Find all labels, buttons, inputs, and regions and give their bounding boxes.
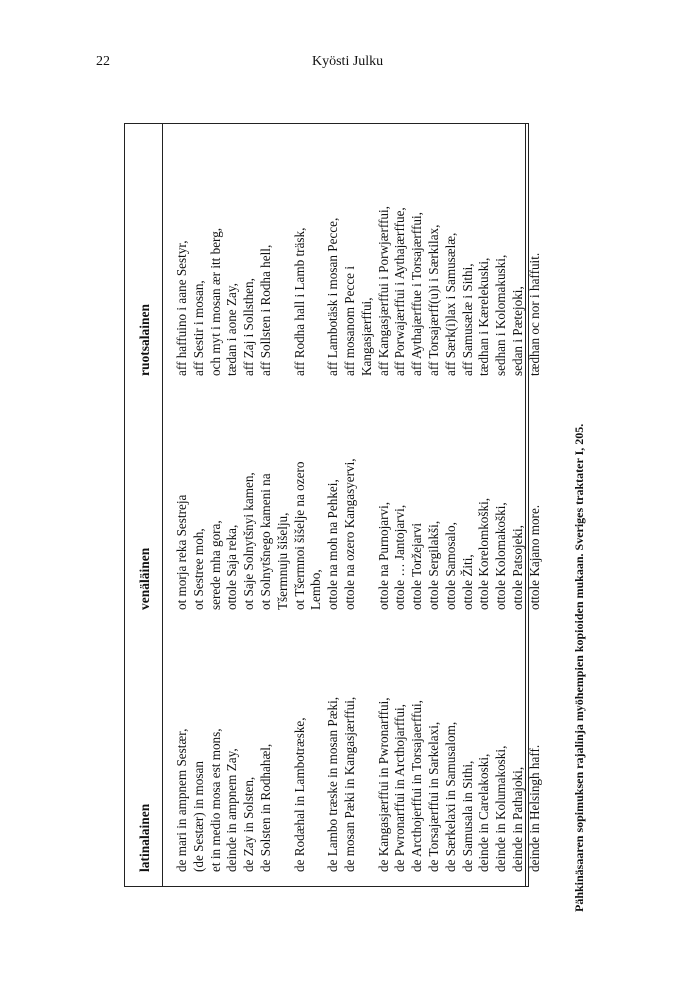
table-cell-line: Lembo, <box>308 569 324 610</box>
table-cell-line: ot morja reka Sestreja <box>174 494 189 610</box>
column-header-latin: latinalainen <box>137 803 152 872</box>
table-cell-line: ottole Patsojeki, <box>510 525 525 610</box>
table-cell-line: de Pwronarffui in Arcthojarffui, <box>392 704 408 872</box>
table-cell-line: de Zay in Solsten, <box>241 776 257 872</box>
table-cell-line: aff Zaj i Sollsthen, <box>241 278 257 376</box>
table-cell-line: ot Sestree moh, <box>190 528 206 610</box>
table-cell-line: ottole Samosalo, <box>442 522 458 610</box>
page-number: 22 <box>96 54 110 69</box>
table-cell-line: aff Aythajærffue i Torsajærffui, <box>409 212 425 376</box>
table-cell-line: aff Rodha hall i Lamb träsk, <box>291 227 307 376</box>
table-cell-line: aff Sestir i mosan, <box>190 280 206 376</box>
table-cell-line: de Lambo træske in mosan Pæki, <box>325 696 341 872</box>
table-cell-line: deinde in Carelakoski, <box>476 753 492 872</box>
table-cell-line: aff haffuino i aane Sestyr, <box>174 240 189 376</box>
table-cell-line: ottole na Purnojarvi, <box>375 501 391 610</box>
table-cell-line: (de Sestær) in mosan <box>190 761 206 872</box>
table-cell-line: aff mosanom Pecce i <box>342 266 357 376</box>
page-header <box>0 54 700 74</box>
table-cell-line: de mosan Pæki in Kangasjærffui, <box>342 696 357 872</box>
table-cell-line: de Torsajærffui in Sarkelaxi, <box>426 721 441 872</box>
table-cell-line: tædhan oc nor i haffuit. <box>526 252 542 376</box>
table-cell-line: deinde in Helsingh haff. <box>526 744 542 872</box>
table-cell-line: ottole na ozero Kangasyervi, <box>342 458 357 610</box>
table-cell-line: sedhan i Kolomakuski, <box>493 254 509 376</box>
rotated-table <box>125 124 542 886</box>
column-header-swedish: ruotsalainen <box>137 303 152 376</box>
table-cell-line: aff Særk(i)lax i Samusælæ, <box>442 232 458 376</box>
table-cell-line: de Samusala in Sithi, <box>459 760 475 872</box>
table-cell-line: de Solsten in Rodhahæl, <box>258 743 273 872</box>
table-cell-line: ottole Saja reka, <box>224 524 240 610</box>
table-cell-line: ottole … Jantojarvi, <box>392 504 408 610</box>
table-cell-line: aff Lambotäsk i mosan Pecce, <box>325 217 341 376</box>
table-cell-line: Kangasjærffui, <box>358 297 374 376</box>
table-cell-line: de Arcthojerffui in Torsajaerffui, <box>409 700 425 872</box>
table-cell-line: Tšermnuju šišelju, <box>274 512 290 610</box>
table-cell-line: deinde in Pathajoki, <box>510 766 525 872</box>
table-cell-line: ottole na moh na Pehkei, <box>325 479 341 610</box>
boundary-table-frame <box>124 123 542 887</box>
table-cell-line: de Særkelaxi in Samusalom, <box>442 721 458 872</box>
table-cell-line: de Rodæhal in Lambotræske, <box>291 717 307 872</box>
table-cell-line: de mari in ampnem Sestær, <box>174 728 189 872</box>
header-rule <box>162 124 163 886</box>
running-head-author: Kyösti Julku <box>312 54 384 69</box>
table-cell-line: sedan i Pætejoki, <box>510 286 525 376</box>
table-cell-line: ottole Korelomkoški, <box>476 497 492 610</box>
table-cell-line: ottole Kolomakoški, <box>493 502 509 610</box>
table-cell-line: deinde in Kolumakoski, <box>493 745 509 872</box>
footer-rule <box>525 124 526 886</box>
table-cell-line: tædan i aone Zay, <box>224 283 240 376</box>
table-cell-line: serede mha gora, <box>207 520 223 610</box>
table-cell-line: aff Samusælæ i Sithi, <box>459 263 475 376</box>
table-cell-line: deinde in ampnem Zay, <box>224 748 240 872</box>
table-cell-line: och myt i mosan ær itt berg, <box>207 227 223 376</box>
table-cell-line: aff Torsajærff(u)i i Særkilax, <box>426 224 441 376</box>
table-cell-line: ottole Žiti, <box>459 554 475 610</box>
table-cell-line: tædhan i Kærelekuski, <box>476 257 492 376</box>
table-cell-line: ot Solnytšnego kameni na <box>258 473 273 610</box>
caption-text: Pähkinäsaaren sopimuksen rajalinja myöhempien kopioiden mukaan. Sveriges traktater I, 205. <box>572 423 586 912</box>
table-cell-line: ot Tšermnoi šišelje na ozero <box>291 461 307 610</box>
table-cell-line: aff Kangasjærffui i Porwjærffui, <box>375 206 391 376</box>
table-cell-line: et in medio mosa est mons, <box>207 728 223 872</box>
table-cell-line: aff Porwajærffui i Aythajærffue, <box>392 207 408 376</box>
table-cell-line: ot Saje Solnytšnyi kamen, <box>241 472 257 610</box>
column-header-russian: venäläinen <box>137 547 152 610</box>
table-cell-line: ottole Toržejarvi <box>409 522 425 610</box>
table-cell-line: de Kangasjærffui in Pwronarffui, <box>375 697 391 872</box>
table-cell-line: ottole Kajano more. <box>526 504 542 610</box>
table-cell-line: ottole Sergilakši, <box>426 520 441 610</box>
table-cell-line: aff Sollsten i Rodha hell, <box>258 244 273 376</box>
